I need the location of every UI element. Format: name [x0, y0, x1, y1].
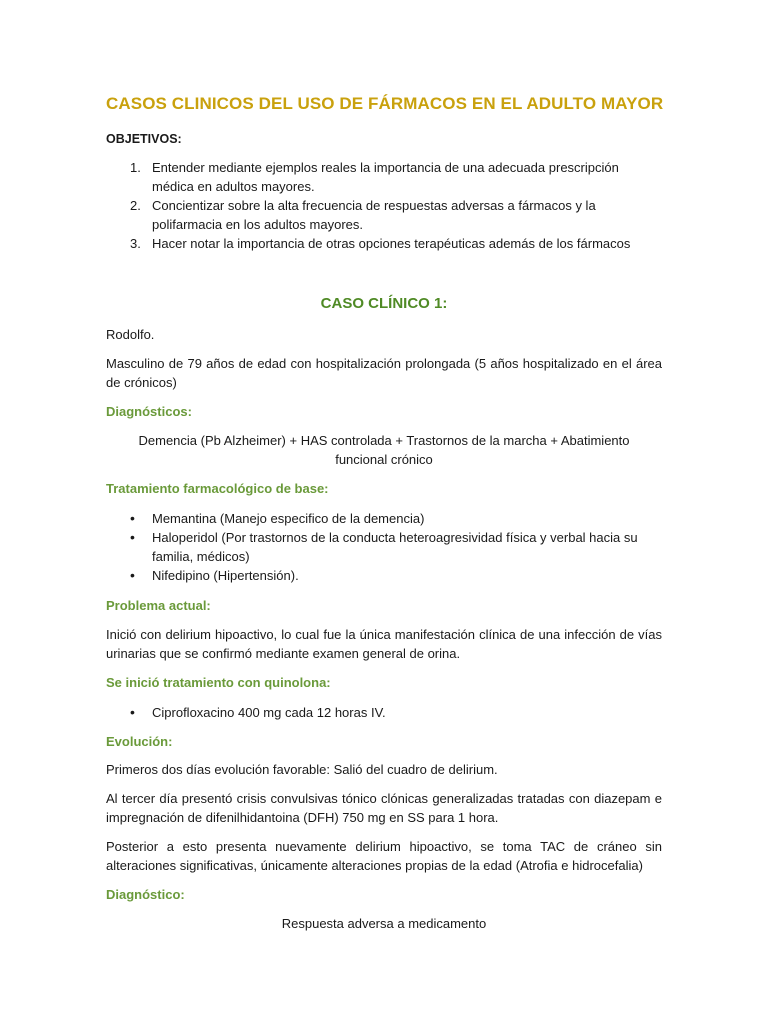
- objectives-list: [106, 158, 662, 253]
- treatment-list: [106, 509, 662, 585]
- document-title: CASOS CLINICOS DEL USO DE FÁRMACOS EN EL ADULTO MAYOR: [106, 94, 664, 113]
- objective-number: 1.: [130, 160, 141, 175]
- diagnoses-heading: Diagnósticos:: [106, 404, 192, 419]
- objective-text: Concientizar sobre la alta frecuencia de respuestas adversas a fármacos y la polifarmacia en los adultos mayores.: [152, 198, 596, 232]
- final-diagnosis-heading: Diagnóstico:: [106, 887, 185, 902]
- quinolone-heading: Se inició tratamiento con quinolona:: [106, 675, 331, 690]
- evolution-paragraph: Al tercer día presentó crisis convulsivas tónico clónicas generalizadas tratadas con diazepam e impregnación de difenilhidantoina (DFH) 750 mg en SS para 1 hora.: [106, 791, 662, 825]
- objective-number: 2.: [130, 198, 141, 213]
- evolution-paragraph: Posterior a esto presenta nuevamente delirium hipoactivo, se toma TAC de cráneo sin alteraciones significativas, únicamente alteraciones propias de la edad (Atrofia e hidrocefalia): [106, 839, 662, 873]
- diagnoses-text: Demencia (Pb Alzheimer) + HAS controlada + Trastornos de la marcha + Abatimiento funcional crónico: [138, 433, 630, 467]
- objective-item: [106, 196, 662, 234]
- treatment-item: • Memantina (Manejo especifico de la demencia): [106, 509, 662, 528]
- treatment-heading: Tratamiento farmacológico de base:: [106, 481, 329, 496]
- final-diagnosis-text: Respuesta adversa a medicamento: [281, 916, 487, 931]
- patient-name: Rodolfo.: [106, 327, 155, 342]
- objectives-heading: OBJETIVOS:: [106, 132, 182, 146]
- evolution-heading: Evolución:: [106, 734, 173, 749]
- case-title: CASO CLÍNICO 1:: [320, 295, 448, 312]
- evolution-paragraph: Primeros dos días evolución favorable: Salió del cuadro de delirium.: [106, 762, 498, 777]
- objective-text: Entender mediante ejemplos reales la importancia de una adecuada prescripción médica en adultos mayores.: [152, 160, 619, 194]
- objective-item: [106, 234, 662, 253]
- problem-heading: Problema actual:: [106, 598, 211, 613]
- treatment-item: • Nifedipino (Hipertensión).: [106, 566, 662, 585]
- patient-description: Masculino de 79 años de edad con hospitalización prolongada (5 años hospitalizado en el área de crónicos): [106, 356, 662, 390]
- treatment-item: • Haloperidol (Por trastornos de la conducta heteroagresividad física y verbal hacia su familia, médicos): [106, 528, 662, 566]
- problem-text: Inició con delirium hipoactivo, lo cual fue la única manifestación clínica de una infección de vías urinarias que se confirmó mediante examen general de orina.: [106, 627, 662, 661]
- quinolone-item: • Ciprofloxacino 400 mg cada 12 horas IV.: [106, 703, 662, 722]
- objective-item: [106, 158, 662, 196]
- objective-text: Hacer notar la importancia de otras opciones terapéuticas además de los fármacos: [152, 236, 631, 251]
- quinolone-list: [106, 703, 662, 722]
- objective-number: 3.: [130, 236, 141, 251]
